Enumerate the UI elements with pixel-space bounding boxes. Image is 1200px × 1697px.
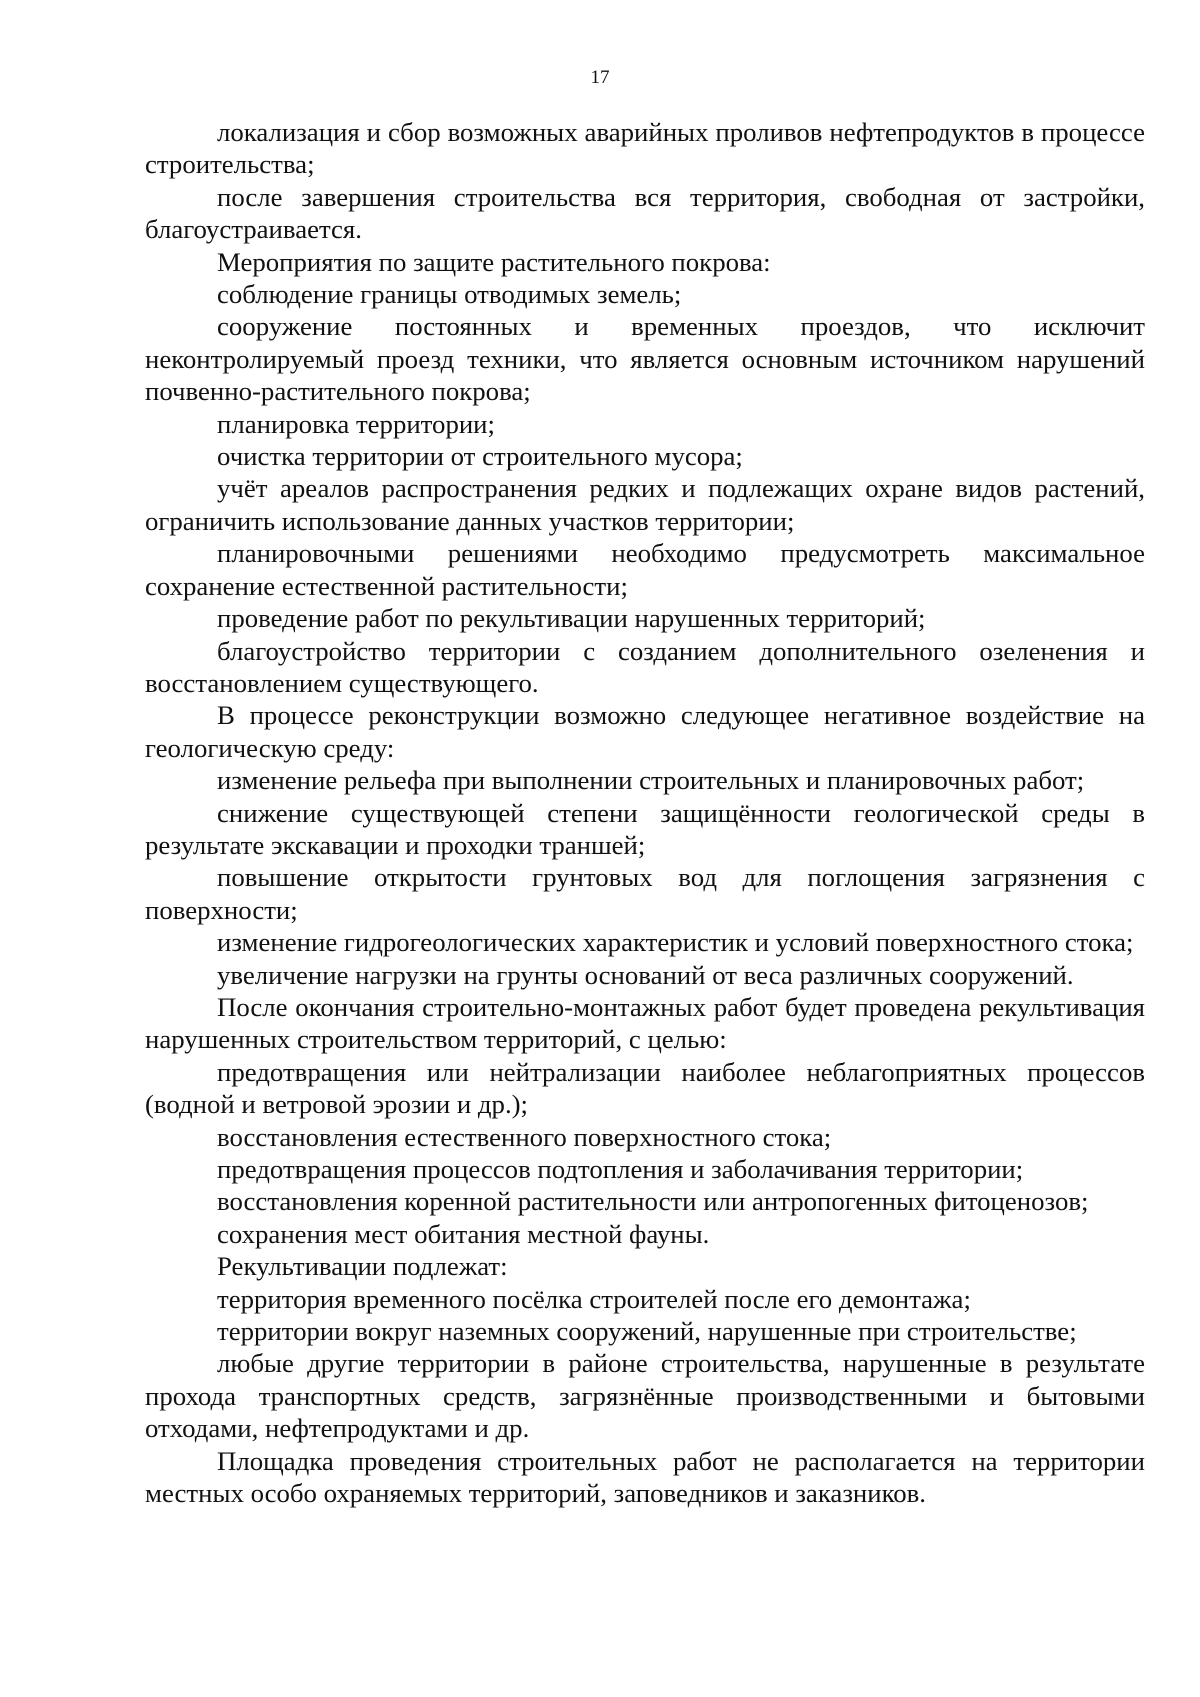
page-number: 17	[590, 67, 610, 88]
paragraph: очистка территории от строительного мусора;	[217, 441, 743, 472]
paragraph: планировка территории;	[217, 408, 495, 439]
paragraph: проведение работ по рекультивации нарушенных территорий;	[217, 603, 926, 634]
document-body	[145, 116, 1145, 1509]
paragraph: увеличение нагрузки на грунты оснований от веса различных сооружений.	[217, 959, 1074, 990]
paragraph: Площадка проведения строительных работ не располагается на территории местных особо охраняемых территорий, заповедников и заказников.	[145, 1445, 1145, 1509]
paragraph: планировочными решениями необходимо предусмотреть максимальное сохранение естественной растительности;	[145, 538, 1145, 601]
paragraph: восстановления коренной растительности или антропогенных фитоценозов;	[217, 1186, 1089, 1217]
paragraph: снижение существующей степени защищённости геологической среды в результате экскавации и проходки траншей;	[145, 797, 1145, 860]
paragraph: предотвращения процессов подтопления и заболачивания территории;	[217, 1154, 1024, 1184]
paragraph: восстановления естественного поверхностного стока;	[217, 1121, 832, 1152]
paragraph: локализация и сбор возможных аварийных проливов нефтепродуктов в процессе строительства;	[145, 117, 1145, 180]
paragraph: соблюдение границы отводимых земель;	[217, 279, 682, 310]
paragraph: После окончания строительно-монтажных работ будет проведена рекультивация нарушенных строительством территорий, с целью:	[145, 991, 1145, 1055]
paragraph: В процессе реконструкции возможно следующее негативное воздействие на геологическую среду:	[145, 700, 1145, 763]
paragraph: территории вокруг наземных сооружений, нарушенные при строительстве;	[217, 1316, 1077, 1347]
paragraph: благоустройство территории с созданием дополнительного озеленения и восстановлением существующего.	[145, 635, 1145, 698]
paragraph: сохранения мест обитания местной фауны.	[217, 1218, 710, 1249]
paragraph: любые другие территории в районе строительства, нарушенные в результате прохода транспортных средств, загрязнённые производственными и бытовыми отходами, нефтепродуктами и др.	[145, 1348, 1145, 1444]
paragraph: изменение рельефа при выполнении строительных и планировочных работ;	[217, 765, 1085, 796]
paragraph: изменение гидрогеологических характеристик и условий поверхностного стока;	[217, 927, 1134, 958]
paragraph: предотвращения или нейтрализации наиболее неблагоприятных процессов (водной и ветровой эрозии и др.);	[145, 1056, 1145, 1120]
paragraph: после завершения строительства вся территория, свободная от застройки, благоустраивается.	[145, 181, 1145, 245]
paragraph: учёт ареалов распространения редких и подлежащих охране видов растений, ограничить использование данных участков территории;	[145, 473, 1145, 536]
paragraph: сооружение постоянных и временных проездов, что исключит неконтролируемый проезд техники, что является основным источником нарушений почвенно-растительного покрова;	[145, 311, 1145, 407]
paragraph: повышение открытости грунтовых вод для поглощения загрязнения с поверхности;	[145, 862, 1145, 925]
paragraph: Мероприятия по защите растительного покрова:	[217, 246, 771, 277]
paragraph: Рекультивации подлежат:	[217, 1251, 508, 1282]
paragraph: территория временного посёлка строителей после его демонтажа;	[217, 1283, 971, 1314]
